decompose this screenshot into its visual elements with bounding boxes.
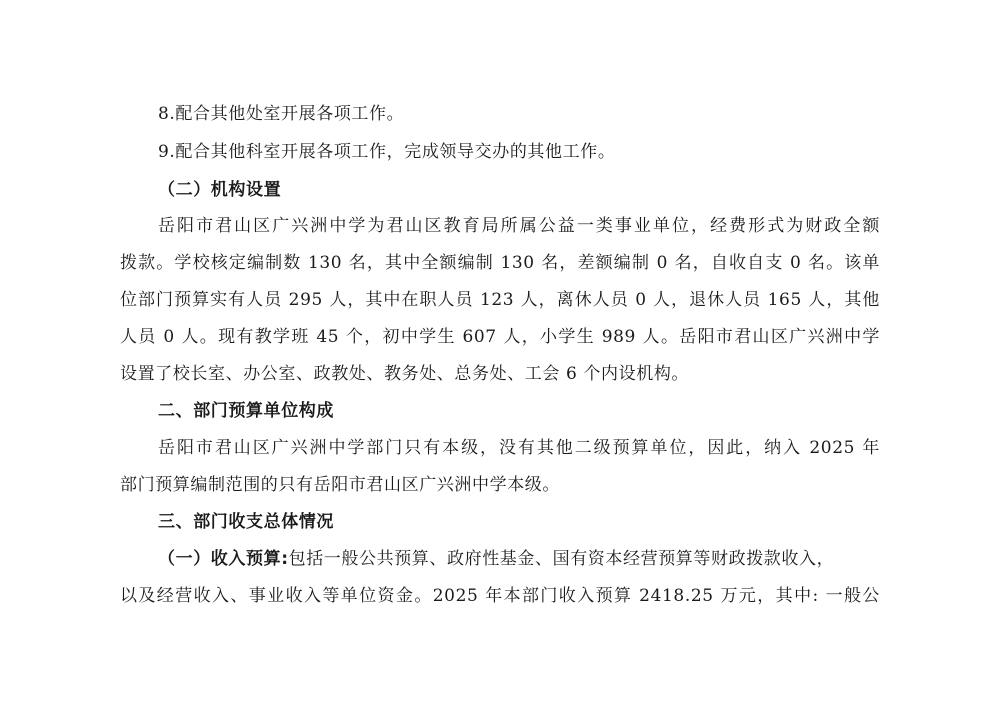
section-heading-overall: 三、部门收支总体情况 <box>158 512 334 532</box>
paragraph-line-income <box>158 547 880 571</box>
list-item-8: 8.配合其他处室开展各项工作。 <box>158 104 405 124</box>
paragraph-line: 位部门预算实有人员 295 人，其中在职人员 123 人，离休人员 0 人，退休人员 165 人，其他 <box>120 290 880 310</box>
section-heading-institution: （二）机构设置 <box>158 180 282 200</box>
list-item-9: 9.配合其他科室开展各项工作，完成领导交办的其他工作。 <box>158 142 616 162</box>
section-heading-budget-units: 二、部门预算单位构成 <box>158 401 334 421</box>
paragraph-line: 部门预算编制范围的只有岳阳市君山区广兴洲中学本级。 <box>120 475 560 495</box>
paragraph-line: 以及经营收入、事业收入等单位资金。2025 年本部门收入预算 2418.25 万元，其中: 一般公 <box>120 586 880 606</box>
paragraph-line: 人员 0 人。现有教学班 45 个，初中学生 607 人，小学生 989 人。岳阳市君山区广兴洲中学 <box>120 327 880 347</box>
paragraph-line: 设置了校长室、办公室、政教处、教务处、总务处、工会 6 个内设机构。 <box>120 364 690 384</box>
subsection-label-income: （一）收入预算: <box>158 549 289 569</box>
paragraph-line: 岳阳市君山区广兴洲中学部门只有本级，没有其他二级预算单位，因此，纳入 2025 年 <box>158 438 880 458</box>
paragraph-text: 包括一般公共预算、政府性基金、国有资本经营预算等财政拨款收入， <box>288 549 835 569</box>
paragraph-line: 拨款。学校核定编制数 130 名，其中全额编制 130 名，差额编制 0 名，自收自支 0 名。该单 <box>120 253 880 273</box>
paragraph-line: 岳阳市君山区广兴洲中学为君山区教育局所属公益一类事业单位，经费形式为财政全额 <box>158 216 880 236</box>
